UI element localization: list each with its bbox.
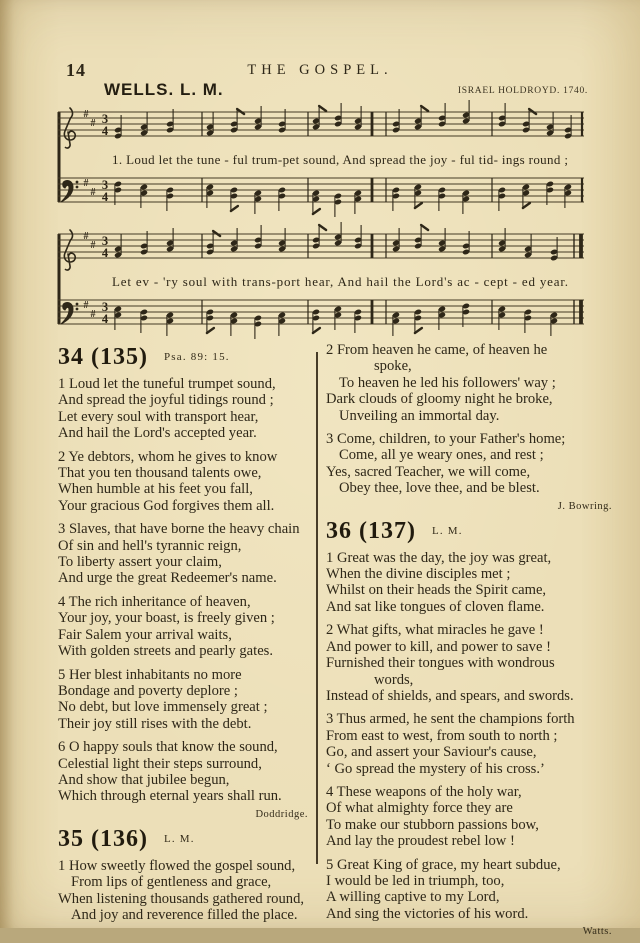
hymn-verse — [58, 449, 312, 515]
verse-line: 6 O happy souls that know the sound, — [58, 739, 278, 756]
hymn-number: 35 (136) — [58, 825, 148, 852]
verse-line: And sat like tongues of cloven flame. — [326, 598, 545, 615]
verse-line: 5 Her blest inhabitants no more — [58, 666, 242, 683]
verse-line: And sing the victories of his word. — [326, 905, 529, 922]
tune-title: WELLS. L. M. — [104, 80, 224, 99]
verse-line: Which through eternal years shall run. — [58, 788, 282, 805]
page-number: 14 — [66, 60, 86, 80]
hymn-verse — [58, 739, 312, 805]
music-system-2 — [56, 222, 588, 340]
verse-line: When humble at his feet you fall, — [58, 481, 253, 498]
hymn-verse — [58, 667, 312, 733]
verse-line: Furnished their tongues with wondrous — [326, 655, 555, 672]
eighth-flag — [231, 206, 238, 211]
verse-line: Of what almighty force they are — [326, 800, 513, 817]
sharp-sign: # — [90, 187, 96, 198]
verse-line: 2 What gifts, what miracles he gave ! — [326, 622, 544, 639]
verse-line: 3 Slaves, that have borne the heavy chain — [58, 521, 300, 538]
verse-line: Your joy, your boast, is freely given ; — [58, 610, 275, 627]
time-signature: 4 — [101, 312, 109, 326]
sheet-music — [56, 100, 588, 344]
verse-line: Obey thee, love thee, and be blest. — [339, 480, 540, 497]
eighth-flag — [523, 203, 530, 208]
verse-line: 4 The rich inheritance of heaven, — [58, 593, 251, 610]
verse-line: spoke, — [374, 358, 412, 375]
hymn-verse — [58, 521, 312, 587]
hymn-verse — [326, 342, 616, 424]
verse-line: ‘ Go spread the mystery of his cross.’ — [326, 760, 545, 777]
time-signature: 4 — [101, 124, 109, 138]
verse-line: 5 Great King of grace, my heart subdue, — [326, 856, 561, 873]
verse-line: And urge the great Redeemer's name. — [58, 570, 277, 587]
verse-line: Unveiling an immortal day. — [339, 407, 500, 424]
verse-line: To liberty assert your claim, — [58, 554, 222, 571]
verse-line: I would be led in triumph, too, — [326, 872, 505, 889]
author-attribution: Watts. — [582, 926, 612, 938]
hymn-verse — [58, 594, 312, 660]
sharp-sign: # — [83, 178, 89, 189]
running-title: THE GOSPEL. — [247, 62, 393, 78]
treble-clef-icon — [64, 230, 75, 270]
verse-line: And joy and reverence filled the place. — [71, 906, 298, 923]
verse-line: And power to kill, and power to save ! — [326, 638, 551, 655]
time-signature: 3 — [101, 178, 109, 192]
verse-line: 2 From heaven he came, of heaven he — [326, 342, 548, 358]
verse-line: Let every soul with transport hear, — [58, 408, 259, 425]
time-signature: 3 — [101, 234, 109, 248]
verse-line: 2 Ye debtors, whom he gives to know — [58, 448, 278, 465]
verse-line: Dark clouds of gloomy night he broke, — [326, 391, 553, 408]
eighth-flag — [313, 328, 320, 333]
hymn-subtitle: L. M. — [431, 524, 463, 537]
time-signature: 3 — [101, 112, 109, 126]
sharp-sign: # — [90, 309, 96, 320]
verse-line: And hail the Lord's accepted year. — [58, 425, 257, 442]
verse-line: Instead of shields, and spears, and swords. — [326, 687, 574, 704]
column-divider — [316, 352, 318, 864]
verse-line: From lips of gentleness and grace, — [71, 874, 272, 891]
time-signature: 4 — [101, 190, 109, 204]
hymn-heading — [326, 518, 616, 545]
time-signature: 4 — [101, 246, 109, 260]
hymn-verse — [326, 622, 616, 704]
bass-clef-dot — [76, 303, 79, 306]
verse-line: Their joy still rises with the debt. — [58, 715, 252, 732]
verse-line: Come, all ye weary ones, and rest ; — [339, 447, 544, 464]
verse-line: Go, and assert your Saviour's cause, — [326, 744, 537, 761]
author-attribution: J. Bowring. — [557, 500, 612, 512]
eighth-flag — [319, 106, 326, 111]
eighth-flag — [421, 225, 428, 230]
bass-clef-dot — [76, 181, 79, 184]
verse-line: To make our stubborn passions bow, — [326, 816, 539, 833]
verse-line: 4 These weapons of the holy war, — [326, 783, 522, 800]
verse-line: 1 Loud let the tuneful trumpet sound, — [58, 376, 276, 392]
hymn-heading — [58, 344, 312, 371]
verse-line: Fair Salem your arrival waits, — [58, 626, 232, 643]
hymn-number: 36 (137) — [326, 517, 416, 544]
hymn-column-left — [58, 342, 312, 930]
bass-clef-icon — [61, 181, 73, 202]
verse-line: That you ten thousand talents owe, — [58, 465, 262, 482]
sharp-sign: # — [90, 240, 96, 251]
verse-line: And spread the joyful tidings round ; — [58, 392, 274, 409]
hymn-subtitle: L. M. — [163, 832, 195, 845]
sharp-sign: # — [90, 118, 96, 129]
music-system-1 — [56, 100, 588, 218]
eighth-flag — [319, 225, 326, 230]
sharp-sign: # — [83, 300, 89, 311]
verse-line: 1 How sweetly flowed the gospel sound, — [58, 857, 296, 874]
hymn-verse — [326, 784, 616, 850]
verse-line: And lay the proudest rebel low ! — [326, 833, 515, 850]
eighth-flag — [207, 328, 214, 333]
hymn-verse — [326, 857, 616, 923]
verse-line: From east to west, from south to north ; — [326, 727, 558, 744]
verse-line: 3 Thus armed, he sent the champions forth — [326, 711, 575, 728]
treble-clef-icon — [64, 108, 75, 148]
bass-clef-icon — [61, 303, 73, 324]
verse-line: Yes, sacred Teacher, we will come, — [326, 463, 531, 480]
bass-clef-dot — [76, 186, 79, 189]
composer-credit: ISRAEL HOLDROYD. 1740. — [457, 86, 588, 96]
verse-line: Celestial light their steps surround, — [58, 755, 262, 772]
eighth-flag — [213, 231, 220, 236]
verse-line: 3 Come, children, to your Father's home; — [326, 431, 566, 448]
hymn-column-right — [326, 342, 616, 943]
lyric-line-2: Let ev - 'ry soul with trans-port hear, And hail the Lord's ac - cept - ed year. — [112, 274, 568, 289]
sharp-sign: # — [83, 231, 89, 242]
hymn-verse — [326, 711, 616, 777]
hymn-verse — [326, 550, 616, 616]
verse-line: To heaven he led his followers' way ; — [339, 374, 556, 391]
verse-line: Whilst on their heads the Spirit came, — [326, 582, 547, 599]
verse-line: And show that jubilee begun, — [58, 771, 230, 788]
eighth-flag — [421, 106, 428, 111]
sharp-sign: # — [83, 109, 89, 120]
verse-line: Of sin and hell's tyrannic reign, — [58, 537, 242, 554]
verse-line: words, — [374, 671, 414, 688]
hymn-verse — [326, 431, 616, 497]
eighth-flag — [415, 203, 422, 208]
hymn-heading — [58, 826, 312, 853]
verse-line: A willing captive to my Lord, — [326, 889, 500, 906]
author-attribution: Doddridge. — [255, 808, 308, 820]
verse-line: No debt, but love immensely great ; — [58, 699, 268, 716]
verse-line: With golden streets and pearly gates. — [58, 643, 274, 660]
eighth-flag — [237, 109, 244, 114]
hymn-verse — [58, 376, 312, 442]
time-signature: 3 — [101, 300, 109, 314]
eighth-flag — [529, 109, 536, 114]
eighth-flag — [313, 209, 320, 214]
verse-line: When the divine disciples met ; — [326, 566, 511, 583]
bass-clef-dot — [76, 308, 79, 311]
hymn-verse — [58, 858, 312, 924]
eighth-flag — [415, 328, 422, 333]
verse-line: When listening thousands gathered round, — [58, 890, 305, 907]
lyric-line-1: 1. Loud let the tune - ful trum-pet sound, And spread the joy - ful tid- ings round ; — [112, 152, 568, 167]
verse-line: Your gracious God forgives them all. — [58, 497, 275, 514]
verse-line: Bondage and poverty deplore ; — [58, 682, 238, 699]
verse-line: 1 Great was the day, the joy was great, — [326, 549, 552, 566]
hymn-number: 34 (135) — [58, 344, 148, 370]
hymn-subtitle: Psa. 89: 15. — [163, 351, 230, 363]
